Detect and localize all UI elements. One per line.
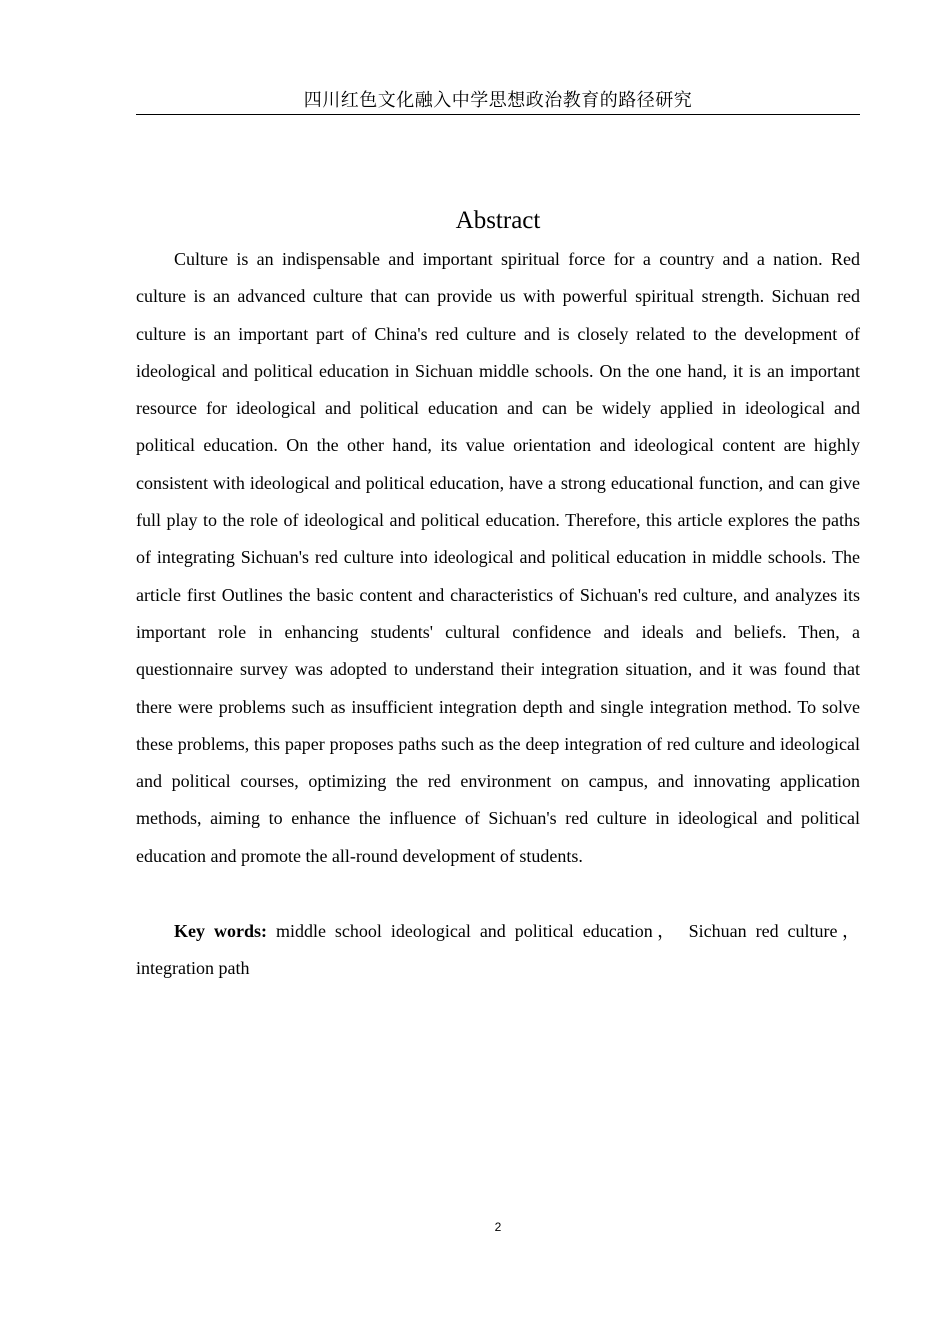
abstract-paragraph: Culture is an indispensable and important spiritual force for a country and a nation. Red culture is an advanced culture that can provide us with powerful spiritual strength. Sichuan red culture is an important part of China's red culture and is closely related to the development of ideological and political education in Sichuan middle schools. On the one hand, it is an important resource for ideological and political education and can be widely applied in ideological and political education. On the other hand, its value orientation and ideological content are highly consistent with ideological and political education, have a strong educational function, and can give full play to the role of ideological and political education. Therefore, this article explores the paths of integrating Sichuan's red culture into ideological and political education in middle schools. The article first Outlines the basic content and characteristics of Sichuan's red culture, and analyzes its important role in enhancing students' cultural confidence and ideals and beliefs. Then, a questionnaire survey was adopted to understand their integration situation, and it was found that there were problems such as insufficient integration depth and single integration method. To solve these problems, this paper proposes paths such as the deep integration of red culture and ideological and political courses, optimizing the red environment on campus, and innovating application methods, aiming to enhance the influence of Sichuan's red culture in ideological and political education and promote the all-round development of students. xyxy=(136,249,860,866)
header-divider xyxy=(136,114,860,115)
page-number: 2 xyxy=(494,1220,502,1234)
keywords-text: middle school ideological and political education， Sichuan red culture，integration path xyxy=(136,921,860,979)
running-header-title: 四川红色文化融入中学思想政治教育的路径研究 xyxy=(303,90,693,111)
abstract-heading: Abstract xyxy=(455,207,541,234)
keywords-paragraph xyxy=(136,913,860,988)
keywords-label: Key words: xyxy=(174,921,267,941)
